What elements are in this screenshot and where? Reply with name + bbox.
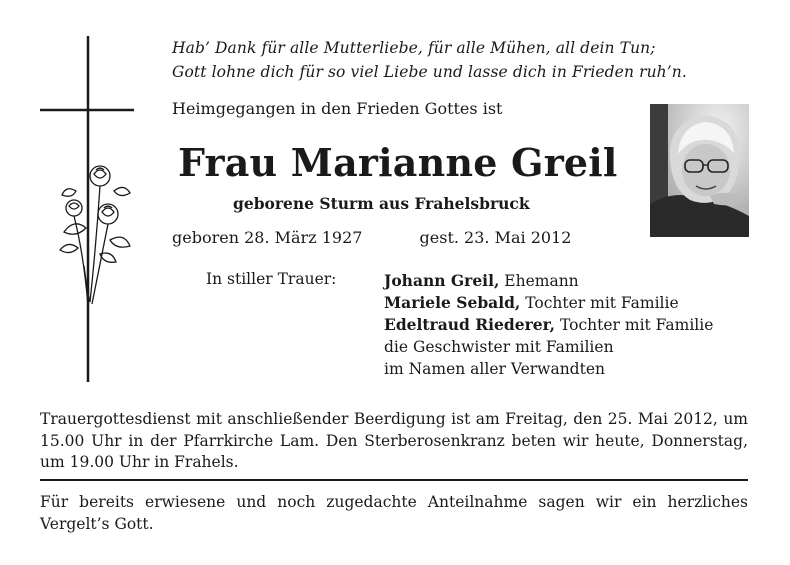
list-item (384, 336, 713, 358)
divider (40, 479, 748, 481)
cross-with-roses-icon (36, 36, 146, 386)
mourner-relation: Tochter mit Familie (555, 316, 714, 334)
birth-date: geboren 28. März 1927 (172, 228, 363, 247)
mourners-list (384, 270, 713, 380)
mourners-label: In stiller Trauer: (206, 270, 337, 288)
mourner-relation: im Namen aller Verwandten (384, 360, 605, 378)
mourner-relation: die Geschwister mit Familien (384, 338, 614, 356)
verse-line-1: Hab’ Dank für alle Mutterliebe, für alle Mühen, all dein Tun; (172, 39, 656, 57)
death-date: gest. 23. Mai 2012 (419, 228, 572, 247)
memorial-verse (172, 36, 772, 84)
deceased-name: Frau Marianne Greil (178, 140, 618, 185)
list-item (384, 314, 713, 336)
mourner-name: Edeltraud Riederer, (384, 315, 556, 334)
verse-line-2: Gott lohne dich für so viel Liebe und lasse dich in Frieden ruh’n. (172, 63, 687, 81)
intro-text: Heimgegangen in den Frieden Gottes ist (172, 99, 503, 118)
mourner-name: Johann Greil, (384, 271, 500, 290)
portrait-photo (650, 104, 749, 237)
mourner-relation: Tochter mit Familie (520, 294, 679, 312)
list-item (384, 358, 713, 380)
service-notice: Trauergottesdienst mit anschließender Beerdigung ist am Freitag, den 25. Mai 2012, um 15.00 Uhr in der Pfarrkirche Lam. Den Sterberosenkranz beten wir heute, Donnerstag, um 19.00 Uhr in Frahels. (40, 410, 748, 471)
mourner-relation: Ehemann (499, 272, 579, 290)
mourner-name: Mariele Sebald, (384, 293, 521, 312)
list-item (384, 292, 713, 314)
maiden-name: geborene Sturm aus Frahelsbruck (233, 194, 530, 213)
thanks-notice: Für bereits erwiesene und noch zugedachte Anteilnahme sagen wir ein herzliches Vergelt’s Gott. (40, 493, 748, 533)
list-item (384, 270, 713, 292)
life-dates (172, 228, 612, 247)
